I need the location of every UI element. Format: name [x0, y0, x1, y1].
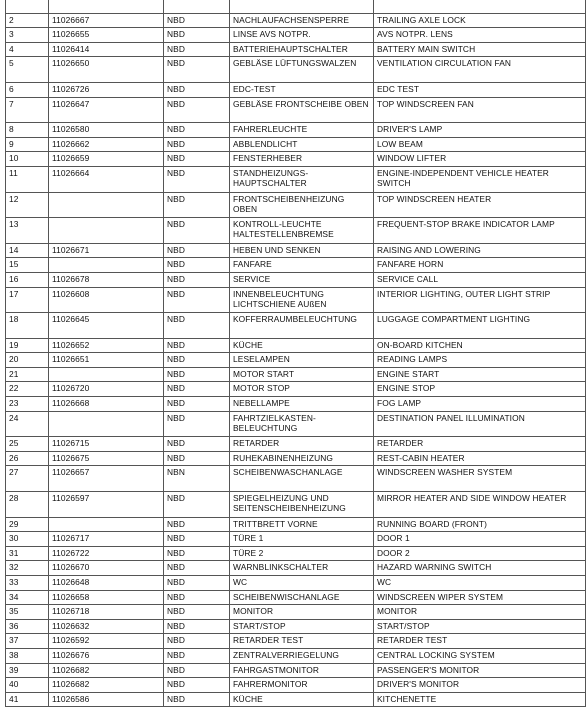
german-label: MONITOR [230, 605, 374, 620]
german-label: MOTOR START [230, 367, 374, 382]
part-code: 11026647 [49, 97, 164, 123]
german-label: WC [230, 576, 374, 591]
table-row [6, 313, 586, 339]
german-label [230, 0, 374, 13]
english-label: TOP WINDSCREEN FAN [374, 97, 586, 123]
type-code: NBD [164, 619, 230, 634]
row-number [6, 0, 49, 13]
part-code: 11026722 [49, 546, 164, 561]
german-label: KÜCHE [230, 338, 374, 353]
type-code: NBD [164, 663, 230, 678]
part-code [49, 192, 164, 218]
table-row [6, 692, 586, 707]
table-row [6, 590, 586, 605]
table-row [6, 258, 586, 273]
german-label: FRONTSCHEIBENHEIZUNG OBEN [230, 192, 374, 218]
table-row [6, 192, 586, 218]
type-code: NBD [164, 561, 230, 576]
type-code: NBD [164, 192, 230, 218]
type-code [164, 0, 230, 13]
table-row [6, 353, 586, 368]
part-code: 11026676 [49, 648, 164, 663]
type-code: NBD [164, 605, 230, 620]
part-code: 11026659 [49, 152, 164, 167]
table-row [6, 451, 586, 466]
english-label: START/STOP [374, 619, 586, 634]
german-label: FAHRTZIELKASTEN-BELEUCHTUNG [230, 411, 374, 437]
english-label: LUGGAGE COMPARTMENT LIGHTING [374, 313, 586, 339]
type-code: NBD [164, 258, 230, 273]
german-label: HEBEN UND SENKEN [230, 243, 374, 258]
table-row [6, 634, 586, 649]
english-label: VENTILATION CIRCULATION FAN [374, 57, 586, 83]
row-number: 7 [6, 97, 49, 123]
row-number: 20 [6, 353, 49, 368]
table-row [6, 663, 586, 678]
german-label: BATTERIEHAUPTSCHALTER [230, 42, 374, 57]
row-number: 18 [6, 313, 49, 339]
part-code: 11026720 [49, 382, 164, 397]
table-row [6, 367, 586, 382]
german-label: FAHRGASTMONITOR [230, 663, 374, 678]
row-number: 32 [6, 561, 49, 576]
english-label: HAZARD WARNING SWITCH [374, 561, 586, 576]
german-label: MOTOR STOP [230, 382, 374, 397]
type-code: NBD [164, 166, 230, 192]
part-code: 11026662 [49, 137, 164, 152]
row-number: 37 [6, 634, 49, 649]
part-code: 11026648 [49, 576, 164, 591]
table-row [6, 397, 586, 412]
part-code: 11026670 [49, 561, 164, 576]
type-code: NBD [164, 517, 230, 532]
type-code: NBD [164, 28, 230, 43]
table-row [6, 648, 586, 663]
part-code [49, 367, 164, 382]
english-label: READING LAMPS [374, 353, 586, 368]
part-code: 11026715 [49, 437, 164, 452]
german-label: WARNBLINKSCHALTER [230, 561, 374, 576]
part-code: 11026645 [49, 313, 164, 339]
type-code: NBD [164, 287, 230, 313]
part-code: 11026580 [49, 123, 164, 138]
part-code: 11026651 [49, 353, 164, 368]
part-code: 11026652 [49, 338, 164, 353]
type-code: NBD [164, 123, 230, 138]
type-code: NBD [164, 152, 230, 167]
english-label: CENTRAL LOCKING SYSTEM [374, 648, 586, 663]
german-label: LINSE AVS NOTPR. [230, 28, 374, 43]
type-code: NBD [164, 437, 230, 452]
row-number: 16 [6, 272, 49, 287]
part-code: 11026664 [49, 166, 164, 192]
part-code: 11026668 [49, 397, 164, 412]
table-row [6, 272, 586, 287]
german-label: FAHRERMONITOR [230, 678, 374, 693]
part-code: 11026667 [49, 13, 164, 28]
row-number: 11 [6, 166, 49, 192]
table-row [6, 605, 586, 620]
row-number: 27 [6, 466, 49, 492]
german-label: START/STOP [230, 619, 374, 634]
german-label: TÜRE 1 [230, 532, 374, 547]
table-row [6, 678, 586, 693]
row-number: 34 [6, 590, 49, 605]
part-code: 11026414 [49, 42, 164, 57]
row-number: 9 [6, 137, 49, 152]
part-code: 11026726 [49, 82, 164, 97]
part-code: 11026592 [49, 634, 164, 649]
row-number: 21 [6, 367, 49, 382]
table-row [6, 0, 586, 13]
row-number: 23 [6, 397, 49, 412]
row-number: 28 [6, 492, 49, 518]
english-label: RUNNING BOARD (FRONT) [374, 517, 586, 532]
english-label: BATTERY MAIN SWITCH [374, 42, 586, 57]
row-number: 38 [6, 648, 49, 663]
type-code: NBD [164, 648, 230, 663]
german-label: LESELAMPEN [230, 353, 374, 368]
type-code: NBD [164, 218, 230, 244]
part-code [49, 258, 164, 273]
type-code: NBD [164, 42, 230, 57]
type-code: NBD [164, 382, 230, 397]
part-code: 11026717 [49, 532, 164, 547]
type-code: NBD [164, 82, 230, 97]
type-code: NBD [164, 692, 230, 707]
german-label: FAHRERLEUCHTE [230, 123, 374, 138]
type-code: NBD [164, 678, 230, 693]
row-number: 33 [6, 576, 49, 591]
english-label: FANFARE HORN [374, 258, 586, 273]
table-row [6, 166, 586, 192]
german-label: STANDHEIZUNGS-HAUPTSCHALTER [230, 166, 374, 192]
table-row [6, 13, 586, 28]
row-number: 3 [6, 28, 49, 43]
part-code: 11026655 [49, 28, 164, 43]
type-code: NBN [164, 466, 230, 492]
english-label: DRIVER'S MONITOR [374, 678, 586, 693]
german-label: GEBLÄSE FRONTSCHEIBE OBEN [230, 97, 374, 123]
english-label: RAISING AND LOWERING [374, 243, 586, 258]
row-number: 26 [6, 451, 49, 466]
english-label: WINDSCREEN WASHER SYSTEM [374, 466, 586, 492]
english-label: WINDSCREEN WIPER SYSTEM [374, 590, 586, 605]
row-number: 17 [6, 287, 49, 313]
row-number: 25 [6, 437, 49, 452]
german-label: INNENBELEUCHTUNG LICHTSCHIENE AUßEN [230, 287, 374, 313]
german-label: SCHEIBENWASCHANLAGE [230, 466, 374, 492]
german-label: SERVICE [230, 272, 374, 287]
row-number: 31 [6, 546, 49, 561]
parts-table [5, 0, 586, 707]
row-number: 19 [6, 338, 49, 353]
table-row [6, 42, 586, 57]
table-row [6, 546, 586, 561]
english-label: TOP WINDSCREEN HEATER [374, 192, 586, 218]
row-number: 6 [6, 82, 49, 97]
row-number: 10 [6, 152, 49, 167]
german-label: KOFFERRAUMBELEUCHTUNG [230, 313, 374, 339]
row-number: 22 [6, 382, 49, 397]
german-label: RUHEKABINENHEIZUNG [230, 451, 374, 466]
part-code: 11026678 [49, 272, 164, 287]
table-row [6, 82, 586, 97]
english-label: KITCHENETTE [374, 692, 586, 707]
german-label: KÜCHE [230, 692, 374, 707]
table-row [6, 338, 586, 353]
row-number: 35 [6, 605, 49, 620]
type-code: NBD [164, 397, 230, 412]
english-label: RETARDER TEST [374, 634, 586, 649]
english-label: ENGINE START [374, 367, 586, 382]
english-label: REST-CABIN HEATER [374, 451, 586, 466]
english-label: ON-BOARD KITCHEN [374, 338, 586, 353]
part-code: 11026657 [49, 466, 164, 492]
parts-table-body [6, 0, 586, 707]
english-label: DESTINATION PANEL ILLUMINATION [374, 411, 586, 437]
table-row [6, 466, 586, 492]
part-code: 11026682 [49, 678, 164, 693]
table-row [6, 561, 586, 576]
part-code: 11026682 [49, 663, 164, 678]
german-label: RETARDER [230, 437, 374, 452]
type-code: NBD [164, 576, 230, 591]
type-code: NBD [164, 57, 230, 83]
german-label: GEBLÄSE LÜFTUNGSWALZEN [230, 57, 374, 83]
type-code: NBD [164, 338, 230, 353]
part-code: 11026650 [49, 57, 164, 83]
english-label: EDC TEST [374, 82, 586, 97]
german-label: NEBELLAMPE [230, 397, 374, 412]
english-label: INTERIOR LIGHTING, OUTER LIGHT STRIP [374, 287, 586, 313]
row-number: 14 [6, 243, 49, 258]
type-code: NBD [164, 137, 230, 152]
english-label: DOOR 1 [374, 532, 586, 547]
german-label: SCHEIBENWISCHANLAGE [230, 590, 374, 605]
table-row [6, 287, 586, 313]
english-label: FREQUENT-STOP BRAKE INDICATOR LAMP [374, 218, 586, 244]
type-code: NBD [164, 451, 230, 466]
part-code: 11026586 [49, 692, 164, 707]
german-label: EDC-TEST [230, 82, 374, 97]
part-code: 11026718 [49, 605, 164, 620]
table-row [6, 517, 586, 532]
english-label: SERVICE CALL [374, 272, 586, 287]
part-code [49, 0, 164, 13]
german-label: TRITTBRETT VORNE [230, 517, 374, 532]
part-code [49, 517, 164, 532]
german-label: RETARDER TEST [230, 634, 374, 649]
type-code: NBD [164, 13, 230, 28]
part-code: 11026671 [49, 243, 164, 258]
part-code: 11026632 [49, 619, 164, 634]
type-code: NBD [164, 243, 230, 258]
type-code: NBD [164, 411, 230, 437]
row-number: 36 [6, 619, 49, 634]
table-row [6, 532, 586, 547]
table-row [6, 28, 586, 43]
table-row [6, 382, 586, 397]
german-label: TÜRE 2 [230, 546, 374, 561]
row-number: 24 [6, 411, 49, 437]
row-number: 5 [6, 57, 49, 83]
table-row [6, 437, 586, 452]
german-label: SPIEGELHEIZUNG UND SEITENSCHEIBENHEIZUNG [230, 492, 374, 518]
part-code: 11026658 [49, 590, 164, 605]
type-code: NBD [164, 353, 230, 368]
table-row [6, 492, 586, 518]
type-code: NBD [164, 590, 230, 605]
table-row [6, 123, 586, 138]
part-code [49, 218, 164, 244]
english-label: ENGINE-INDEPENDENT VEHICLE HEATER SWITCH [374, 166, 586, 192]
type-code: NBD [164, 492, 230, 518]
row-number: 12 [6, 192, 49, 218]
type-code: NBD [164, 367, 230, 382]
table-row [6, 57, 586, 83]
type-code: NBD [164, 97, 230, 123]
type-code: NBD [164, 634, 230, 649]
part-code: 11026608 [49, 287, 164, 313]
part-code: 11026675 [49, 451, 164, 466]
english-label: WC [374, 576, 586, 591]
german-label: ZENTRALVERRIEGELUNG [230, 648, 374, 663]
table-row [6, 137, 586, 152]
row-number: 8 [6, 123, 49, 138]
row-number: 41 [6, 692, 49, 707]
table-row [6, 411, 586, 437]
english-label: DRIVER'S LAMP [374, 123, 586, 138]
english-label: MONITOR [374, 605, 586, 620]
english-label: FOG LAMP [374, 397, 586, 412]
row-number: 30 [6, 532, 49, 547]
part-code: 11026597 [49, 492, 164, 518]
part-code [49, 411, 164, 437]
english-label: PASSENGER'S MONITOR [374, 663, 586, 678]
type-code: NBD [164, 272, 230, 287]
type-code: NBD [164, 546, 230, 561]
english-label: LOW BEAM [374, 137, 586, 152]
row-number: 4 [6, 42, 49, 57]
type-code: NBD [164, 532, 230, 547]
german-label: KONTROLL-LEUCHTE HALTESTELLENBREMSE [230, 218, 374, 244]
german-label: ABBLENDLICHT [230, 137, 374, 152]
german-label: NACHLAUFACHSENSPERRE [230, 13, 374, 28]
english-label: WINDOW LIFTER [374, 152, 586, 167]
english-label: ENGINE STOP [374, 382, 586, 397]
row-number: 40 [6, 678, 49, 693]
german-label: FANFARE [230, 258, 374, 273]
english-label: TRAILING AXLE LOCK [374, 13, 586, 28]
type-code: NBD [164, 313, 230, 339]
row-number: 15 [6, 258, 49, 273]
row-number: 29 [6, 517, 49, 532]
row-number: 39 [6, 663, 49, 678]
table-row [6, 243, 586, 258]
english-label: MIRROR HEATER AND SIDE WINDOW HEATER [374, 492, 586, 518]
row-number: 2 [6, 13, 49, 28]
table-row [6, 576, 586, 591]
table-row [6, 619, 586, 634]
table-row [6, 218, 586, 244]
english-label: RETARDER [374, 437, 586, 452]
german-label: FENSTERHEBER [230, 152, 374, 167]
english-label: AVS NOTPR. LENS [374, 28, 586, 43]
table-row [6, 152, 586, 167]
table-row [6, 97, 586, 123]
english-label [374, 0, 586, 13]
row-number: 13 [6, 218, 49, 244]
english-label: DOOR 2 [374, 546, 586, 561]
